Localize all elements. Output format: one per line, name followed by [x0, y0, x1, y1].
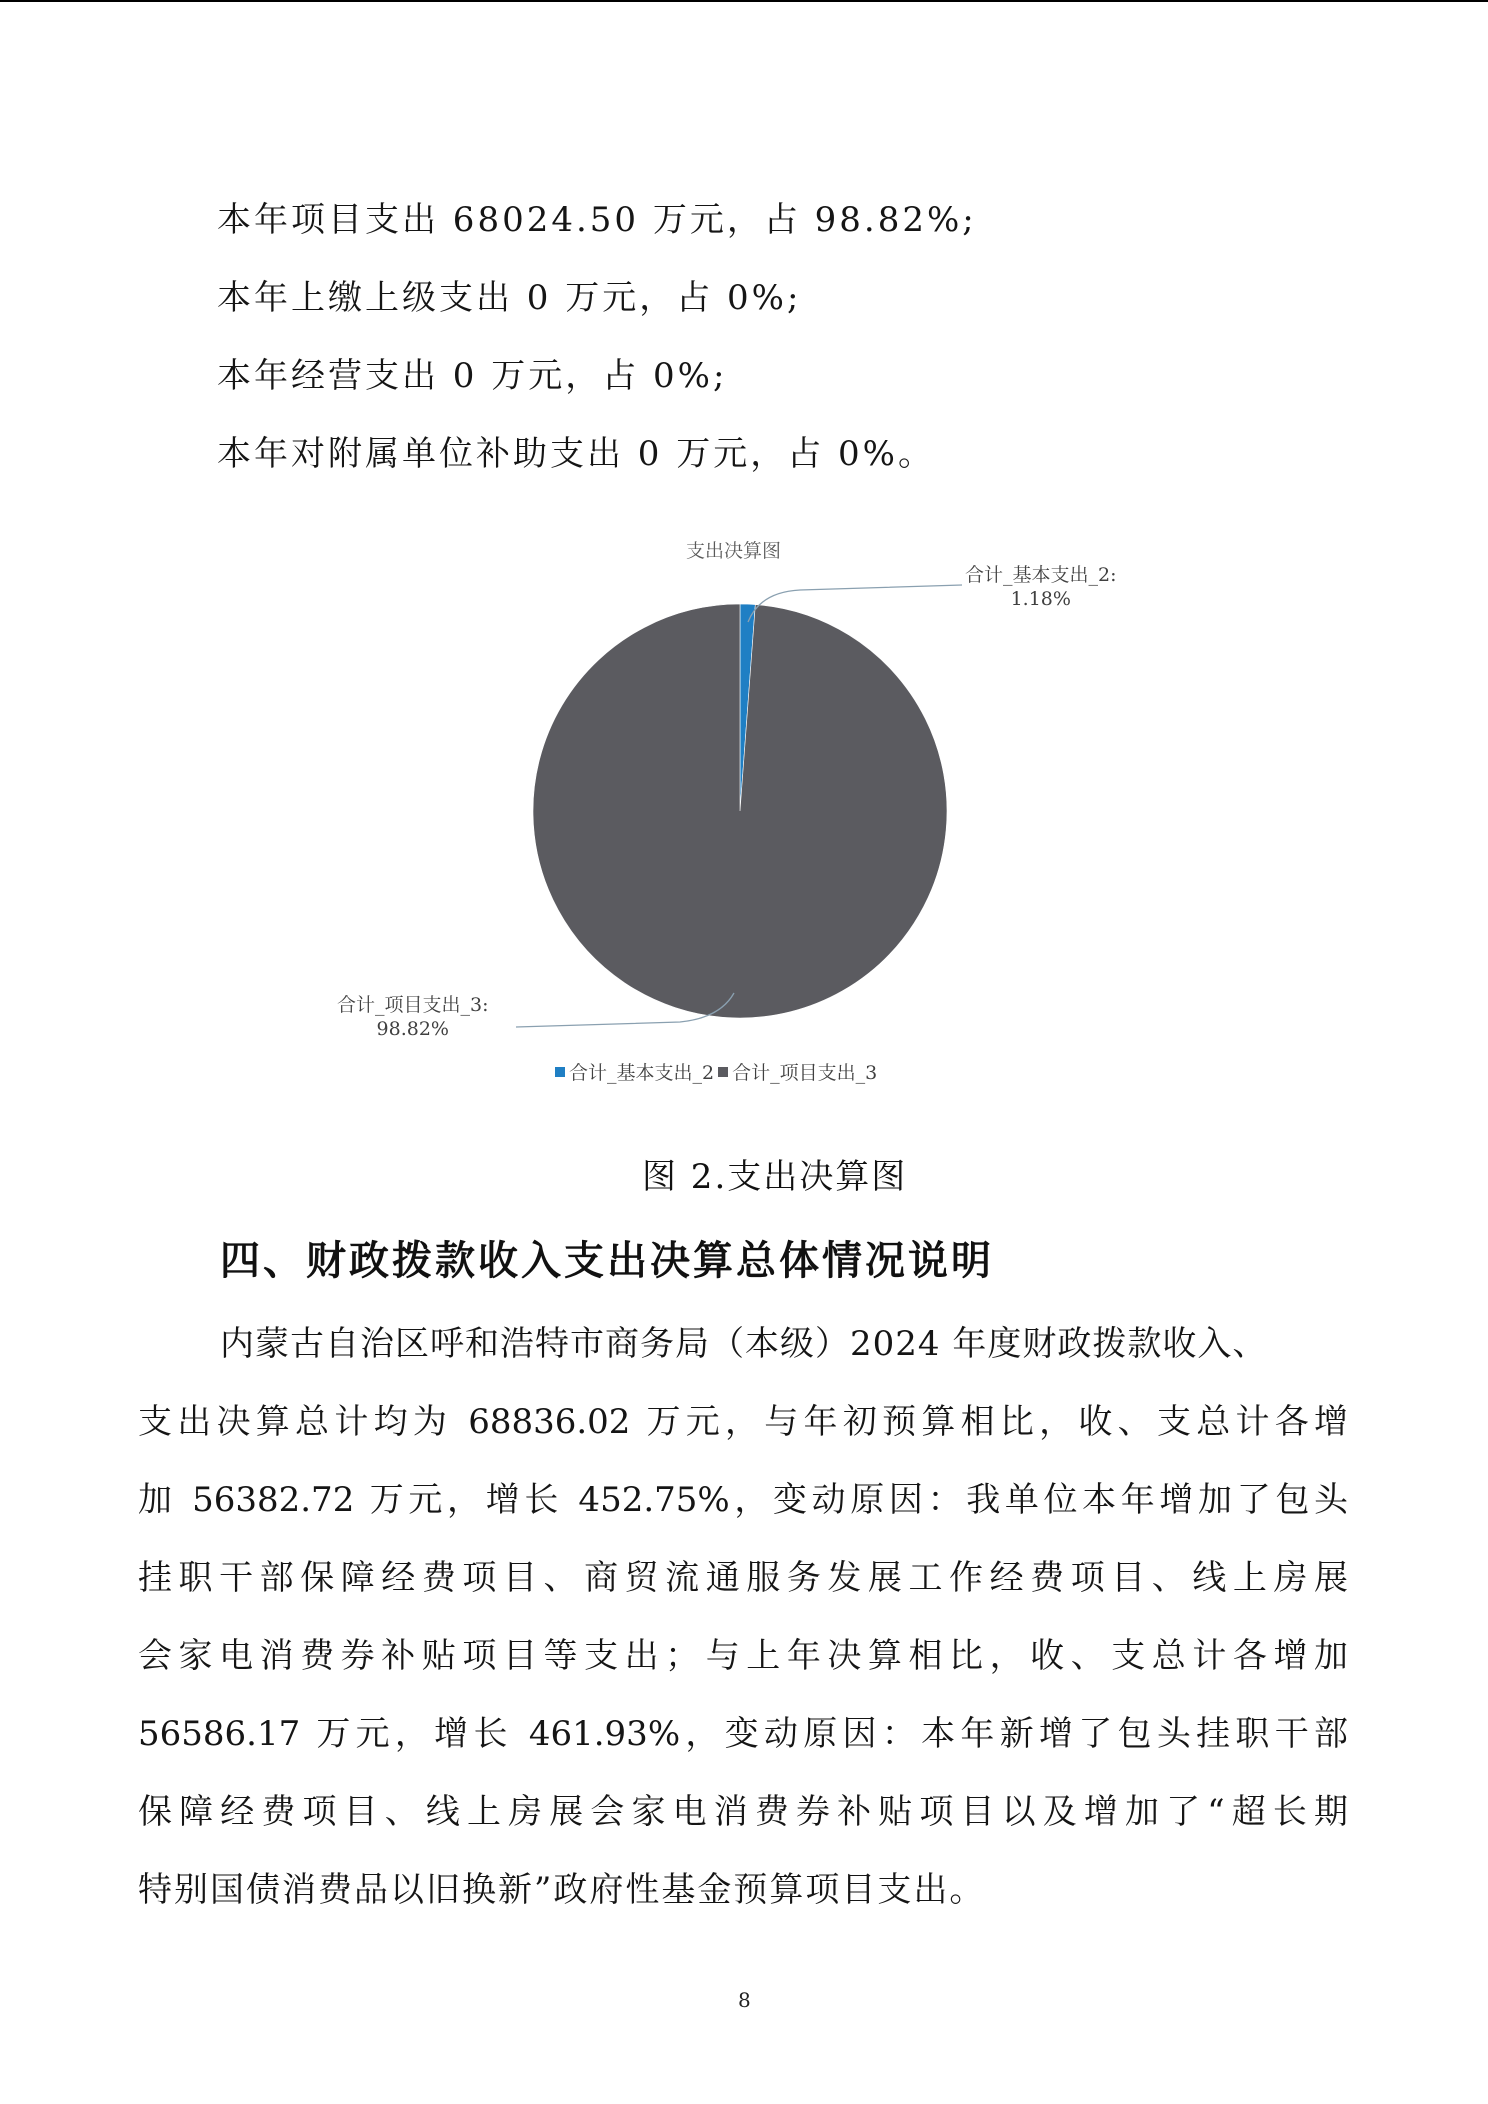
paragraph-line: 特别国债消费品以旧换新”政府性基金预算项目支出。	[138, 1870, 986, 1910]
paragraph-line: 支出决算总计均为 68836.02 万元，与年初预算相比，收、支总计各增	[138, 1402, 1348, 1442]
expenditure-line-operating: 本年经营支出 0 万元，占 0%;	[217, 356, 728, 396]
paragraph-line: 挂职干部保障经费项目、商贸流通服务发展工作经费项目、线上房展	[138, 1558, 1348, 1598]
data-label-project-name: 合计_项目支出_3:	[337, 994, 489, 1016]
section-heading: 四、财政拨款收入支出决算总体情况说明	[220, 1238, 994, 1284]
data-label-basic	[965, 563, 1117, 611]
pie-slice-project	[533, 604, 947, 1018]
paragraph-line: 会家电消费券补贴项目等支出；与上年决算相比，收、支总计各增加	[138, 1636, 1348, 1676]
page-number: 8	[738, 1988, 751, 2012]
legend-label-basic: 合计_基本支出_2	[569, 1062, 715, 1084]
paragraph-line: 保障经费项目、线上房展会家电消费券补贴项目以及增加了“超长期	[138, 1792, 1348, 1832]
chart-title: 支出决算图	[686, 540, 782, 562]
paragraph-line: 内蒙古自治区呼和浩特市商务局（本级）2024 年度财政拨款收入、	[220, 1324, 1268, 1364]
expenditure-line-project: 本年项目支出 68024.50 万元，占 98.82%;	[217, 200, 977, 240]
paragraph-line: 56586.17 万元，增长 461.93%，变动原因：本年新增了包头挂职干部	[138, 1714, 1348, 1754]
expenditure-line-subsidiary: 本年对附属单位补助支出 0 万元，占 0%。	[217, 434, 935, 474]
legend-swatch-project	[718, 1067, 728, 1077]
paragraph-line: 加 56382.72 万元，增长 452.75%，变动原因：我单位本年增加了包头	[138, 1480, 1348, 1520]
figure-caption: 图 2.支出决算图	[642, 1157, 908, 1197]
data-label-project-value: 98.82%	[376, 1018, 449, 1040]
legend-label-project: 合计_项目支出_3	[732, 1062, 878, 1084]
data-label-basic-name: 合计_基本支出_2:	[965, 564, 1117, 586]
chart-legend	[555, 1058, 877, 1085]
legend-swatch-basic	[555, 1067, 565, 1077]
data-label-basic-value: 1.18%	[1010, 588, 1071, 610]
data-label-project	[337, 993, 489, 1041]
expenditure-line-upper-payment: 本年上缴上级支出 0 万元，占 0%;	[217, 278, 802, 318]
